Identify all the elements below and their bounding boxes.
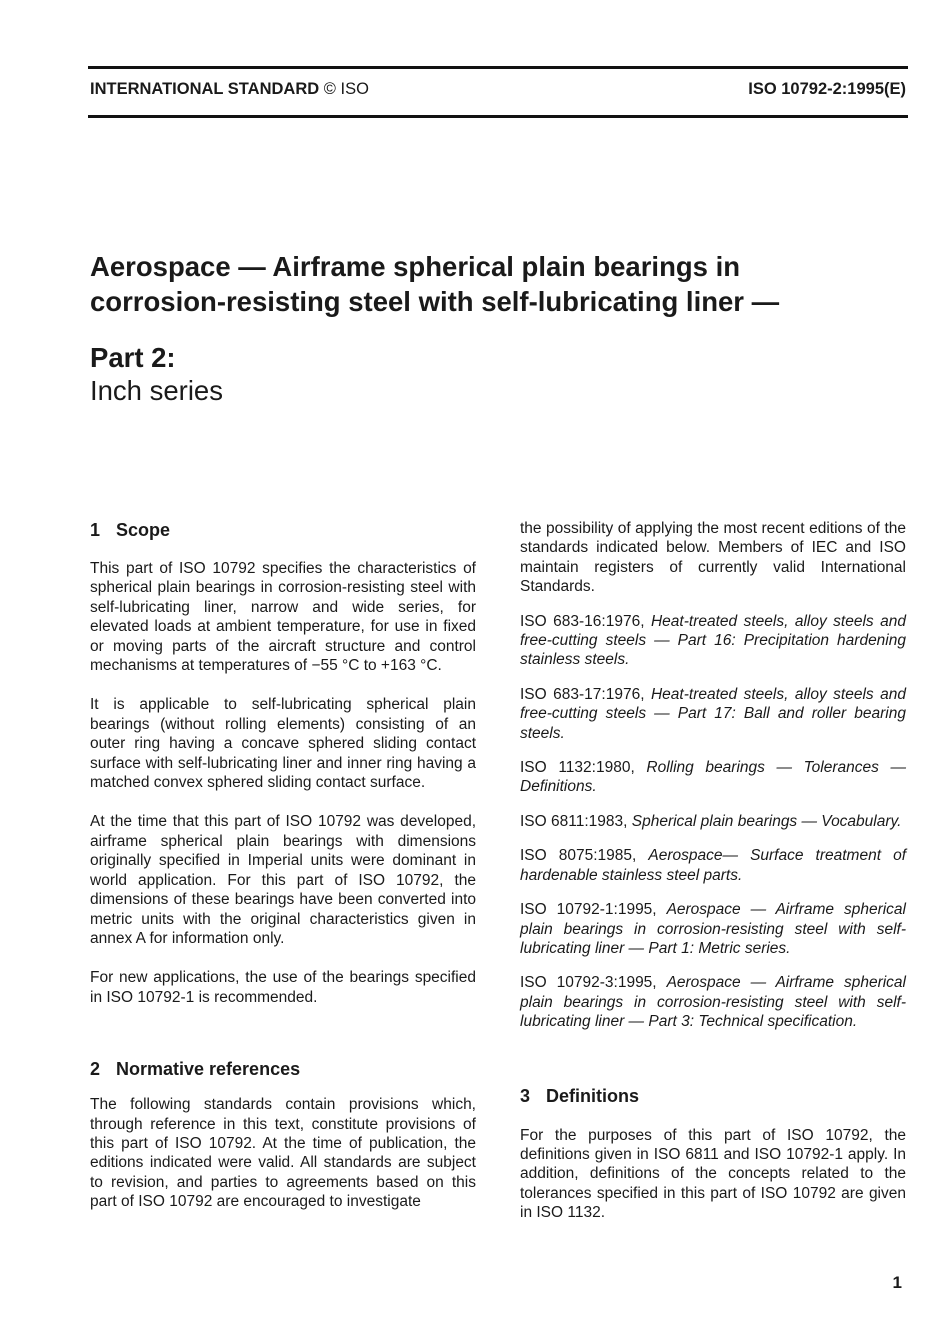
definitions-paragraph: For the purposes of this part of ISO 10792, the definitions given in ISO 6811 and ISO 10792-1 apply. In addition, definitions of the concepts related to the tolerances specified in this part of ISO 10792 are given in ISO 1132. xyxy=(520,1126,906,1222)
part-subtitle: Inch series xyxy=(90,375,223,406)
reference-item: ISO 683-17:1976, Heat-treated steels, alloy steels and free-cutting steels — Part 17: Ball and roller bearing steels. xyxy=(520,685,906,742)
header-bottom-rule xyxy=(88,115,908,118)
scope-paragraph: It is applicable to self-lubricating spherical plain bearings (without rolling elements) consisting of an outer ring having a concave sphered sliding contact surface with self-lubricating liner and inner ring having a matched convex sphered sliding contact surface. xyxy=(90,696,476,792)
header-top-rule xyxy=(88,66,908,69)
reference-item: ISO 6811:1983, Spherical plain bearings — Vocabulary. xyxy=(520,812,902,830)
normative-intro: The following standards contain provisions which, through reference in this text, constitute provisions of this part of ISO 10792. At the time of publication, the editions indicated were valid. All standards are subject to revision, and parties to agreements based on this part of ISO 10792 are encouraged to investigate xyxy=(90,1096,476,1211)
reference-item: ISO 10792-3:1995, Aerospace — Airframe spherical plain bearings in corrosion-resisting steel with self-lubricating liner — Part 3: Technical specification. xyxy=(520,974,906,1031)
header-standard-label: INTERNATIONAL STANDARD © ISO xyxy=(90,80,369,98)
left-column xyxy=(90,519,476,1212)
reference-item: ISO 10792-1:1995, Aerospace — Airframe spherical plain bearings in corrosion-resisting steel with self-lubricating liner — Part 1: Metric series. xyxy=(520,901,906,957)
scope-paragraph: At the time that this part of ISO 10792 was developed, airframe spherical plain bearings with dimensions originally specified in Imperial units were dominant in world application. For this part of ISO 10792, the dimensions of these bearings have been converted into metric units with the original characteristics given in annex A for information only. xyxy=(90,813,476,947)
scope-paragraph: This part of ISO 10792 specifies the characteristics of spherical plain bearings in corrosion-resisting steel with self-lubricating liner, narrow and wide series, for elevated loads at ambient temperature, for use in fixed or moving parts of the aircraft structure and control mechanisms at temperatures of −55 °C to +163 °C. xyxy=(90,560,476,675)
normative-intro-continued: the possibility of applying the most recent editions of the standards indicated below. Members of IEC and ISO maintain registers of currently valid International Standards. xyxy=(520,520,906,596)
reference-item: ISO 8075:1985, Aerospace— Surface treatment of hardenable stainless steel parts. xyxy=(520,847,906,884)
part-label: Part 2: xyxy=(90,342,176,373)
reference-item: ISO 1132:1980, Rolling bearings — Tolerances — Definitions. xyxy=(520,759,907,796)
section-heading-scope: 1 Scope xyxy=(90,520,171,540)
section-heading-normative-references: 2 Normative references xyxy=(90,1059,301,1080)
section-heading-definitions: 3 Definitions xyxy=(520,1085,639,1106)
page-number: 1 xyxy=(892,1273,902,1292)
reference-item: ISO 683-16:1976, Heat-treated steels, alloy steels and free-cutting steels — Part 16: Precipitation hardening stainless steels. xyxy=(520,612,906,669)
scope-paragraph: For new applications, the use of the bearings specified in ISO 10792-1 is recommended. xyxy=(90,969,476,1006)
header-document-number: ISO 10792-2:1995(E) xyxy=(748,80,906,98)
document-title: Aerospace — Airframe spherical plain bearings in corrosion-resisting steel with self-lubricating liner — xyxy=(90,251,780,317)
right-column xyxy=(520,519,906,1223)
